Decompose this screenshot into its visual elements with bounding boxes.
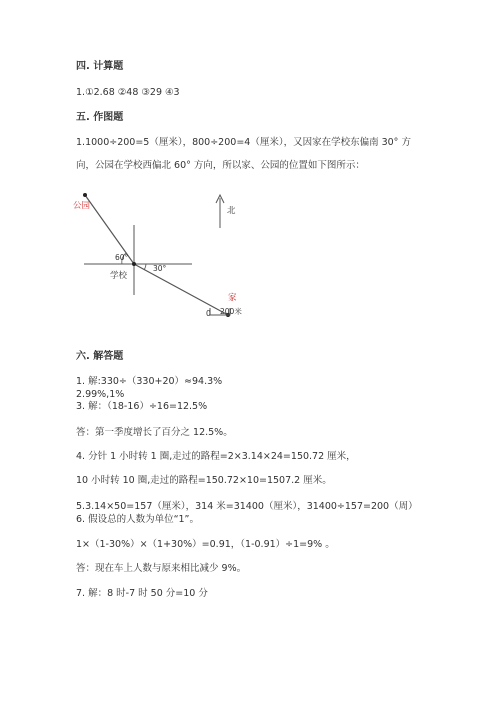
section4-answer-line: 1.①2.68 ②48 ③29 ④3 (76, 87, 180, 98)
scale-unit-label: 200米 (220, 307, 242, 316)
answer-line: 4. 分针 1 小时转 1 圈,走过的路程=2×3.14×24=150.72 厘米， (76, 451, 356, 462)
park-label: 公园 (73, 201, 91, 211)
answer-line: 5.3.14×50=157（厘米），314 米=31400（厘米），31400÷157=200（周） (76, 501, 418, 512)
section5-text-line1: 1.1000÷200=5（厘米），800÷200=4（厘米），又因家在学校东偏南 30° 方 (76, 137, 411, 148)
north-label: 北 (227, 206, 236, 216)
answer-line: 1. 解:330÷（330+20）≈94.3% (76, 376, 223, 387)
section6-heading: 六. 解答题 (76, 351, 124, 362)
angle-30-label: 30° (153, 264, 167, 273)
answer-line: 答：现在车上人数与原来相比减少 9%。 (76, 563, 247, 574)
section5-heading: 五. 作图题 (76, 112, 124, 123)
park-point (83, 193, 87, 197)
angle-arc-30 (144, 264, 146, 270)
school-home-line (134, 264, 228, 315)
answer-line: 7. 解：8 时-7 时 50 分=10 分 (76, 588, 208, 599)
school-label: 学校 (110, 271, 128, 281)
answer-line: 6. 假设总的人数为单位“1”。 (76, 514, 199, 525)
home-label: 家 (228, 293, 237, 303)
scale-zero-label: 0 (206, 309, 211, 318)
angle-60-label: 60° (115, 253, 129, 262)
answer-line: 3. 解：（18-16）÷16=12.5% (76, 401, 208, 412)
answer-line: 10 小时转 10 圈,走过的路程=150.72×10=1507.2 厘米。 (76, 475, 332, 486)
location-diagram (70, 190, 270, 325)
section4-heading: 四. 计算题 (76, 61, 124, 72)
section5-text-line2: 向，公园在学校西偏北 60° 方向，所以家、公园的位置如下图所示： (76, 160, 365, 171)
answer-line: 1×（1-30%）×（1+30%）=0.91，（1-0.91）÷1=9% 。 (76, 539, 335, 550)
answer-line: 2.99%,1% (76, 389, 125, 400)
school-point (132, 262, 136, 266)
answer-line: 答：第一季度增长了百分之 12.5%。 (76, 427, 233, 438)
